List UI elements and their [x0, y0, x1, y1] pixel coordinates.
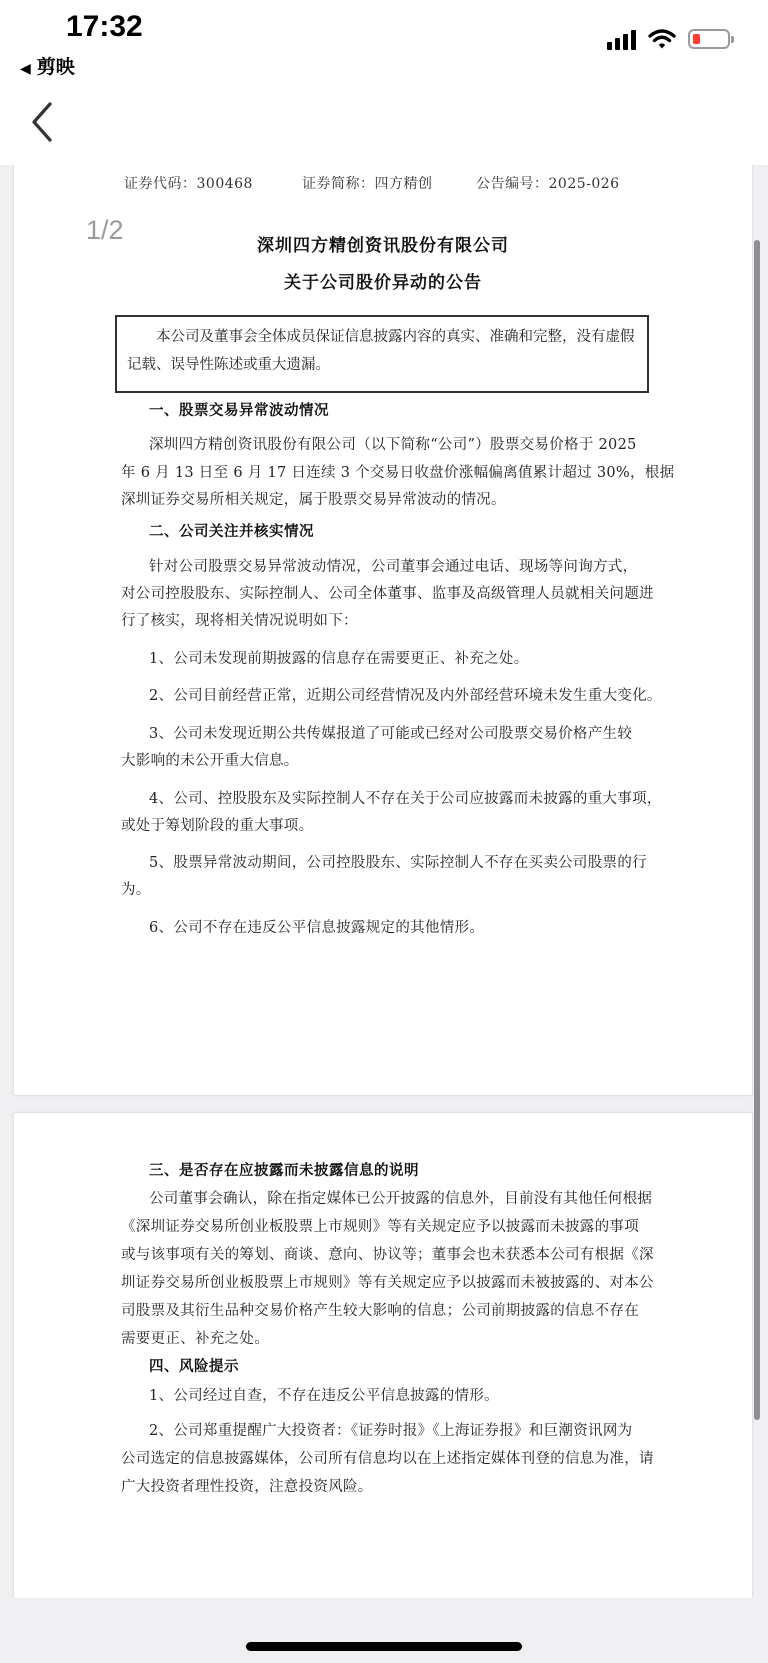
- list-item: 6、公司不存在违反公平信息披露规定的其他情形。: [149, 920, 485, 936]
- status-time: 17:32: [66, 10, 143, 43]
- list-item: 1、公司经过自查，不存在违反公平信息披露的情形。: [149, 1388, 499, 1404]
- section-heading: 一、股票交易异常波动情况: [149, 402, 329, 419]
- list-item: 3、公司未发现近期公共传媒报道了可能或已经对公司股票交易价格产生较: [149, 726, 633, 742]
- section-heading: 四、风险提示: [149, 1358, 239, 1375]
- battery-icon: [688, 29, 730, 49]
- paragraph-line: 深圳证券交易所相关规定，属于股票交易异常波动的情况。: [121, 492, 506, 508]
- list-item: 4、公司、控股股东及实际控制人不存在关于公司应披露而未披露的重大事项，: [149, 791, 662, 807]
- wifi-icon: [648, 28, 676, 50]
- list-item: 5、股票异常波动期间，公司控股股东、实际控制人不存在买卖公司股票的行: [149, 855, 647, 871]
- back-to-app-link[interactable]: [20, 52, 75, 79]
- chevron-left-icon[interactable]: [26, 98, 66, 148]
- notice-line: 记载、误导性陈述或重大遗漏。: [127, 357, 330, 373]
- list-item: 1、公司未发现前期披露的信息存在需要更正、补充之处。: [149, 651, 529, 667]
- nav-bar: [0, 90, 768, 165]
- page-indicator: 1/2: [86, 215, 124, 245]
- paragraph-line: 年 6 月 13 日至 6 月 17 日连续 3 个交易日收盘价涨幅偏离值累计超过 30%，根据: [121, 465, 675, 481]
- list-item: 大影响的未公开重大信息。: [121, 753, 299, 769]
- list-item: 为。: [121, 882, 151, 898]
- cellular-signal-icon: [607, 28, 636, 50]
- pdf-page-1: [14, 165, 752, 1095]
- paragraph-line: 对公司控股股东、实际控制人、公司全体董事、监事及高级管理人员就相关问题进: [121, 586, 654, 602]
- battery-level: [693, 34, 700, 44]
- paragraph-line: 深圳四方精创资讯股份有限公司（以下简称“公司”）股票交易价格于 2025: [149, 437, 637, 453]
- paragraph-line: 行了核实，现将相关情况说明如下：: [121, 613, 358, 629]
- notice-box: [115, 315, 649, 393]
- pdf-page-2: [14, 1113, 752, 1598]
- stock-code: 证券代码：300468: [124, 176, 253, 192]
- stock-short-name: 证券简称：四方精创: [302, 176, 433, 192]
- list-item: 公司选定的信息披露媒体，公司所有信息均以在上述指定媒体刊登的信息为准，请: [121, 1451, 654, 1467]
- bottom-area: [0, 1598, 768, 1663]
- status-bar: [0, 0, 768, 90]
- company-name: 深圳四方精创资讯股份有限公司: [257, 236, 509, 256]
- home-indicator[interactable]: [246, 1642, 522, 1651]
- notice-line: 本公司及董事会全体成员保证信息披露内容的真实、准确和完整，没有虚假: [156, 329, 635, 345]
- document-title: 关于公司股价异动的公告: [284, 273, 482, 293]
- paragraph-line: 圳证券交易所创业板股票上市规则》等有关规定应予以披露而未被披露的、对本公: [121, 1275, 654, 1291]
- scrollbar-thumb[interactable]: [754, 240, 760, 1420]
- back-triangle-icon: ◀: [20, 61, 31, 77]
- paragraph-line: 或与该事项有关的筹划、商谈、意向、协议等；董事会也未获悉本公司有根据《深: [121, 1247, 654, 1263]
- status-icons: [607, 26, 730, 52]
- document-viewer[interactable]: [0, 165, 768, 1598]
- list-item: 2、公司郑重提醒广大投资者：《证券时报》《上海证券报》和巨潮资讯网为: [149, 1423, 633, 1439]
- paragraph-line: 司股票及其衍生品种交易价格产生较大影响的信息；公司前期披露的信息不存在: [121, 1303, 639, 1319]
- paragraph-line: 《深圳证券交易所创业板股票上市规则》等有关规定应予以披露而未披露的事项: [121, 1219, 639, 1235]
- list-item: 或处于筹划阶段的重大事项。: [121, 818, 314, 834]
- back-app-label: 剪映: [36, 56, 75, 78]
- paragraph-line: 公司董事会确认，除在指定媒体已公开披露的信息外，目前没有其他任何根据: [149, 1191, 653, 1207]
- paragraph-line: 针对公司股票交易异常波动情况，公司董事会通过电话、现场等问询方式，: [149, 559, 638, 575]
- announcement-number: 公告编号：2025-026: [476, 176, 620, 192]
- section-heading: 二、公司关注并核实情况: [149, 523, 314, 540]
- list-item: 2、公司目前经营正常，近期公司经营情况及内外部经营环境未发生重大变化。: [149, 688, 662, 704]
- list-item: 广大投资者理性投资，注意投资风险。: [121, 1479, 373, 1495]
- section-heading: 三、是否存在应披露而未披露信息的说明: [149, 1162, 419, 1179]
- paragraph-line: 需要更正、补充之处。: [121, 1331, 269, 1347]
